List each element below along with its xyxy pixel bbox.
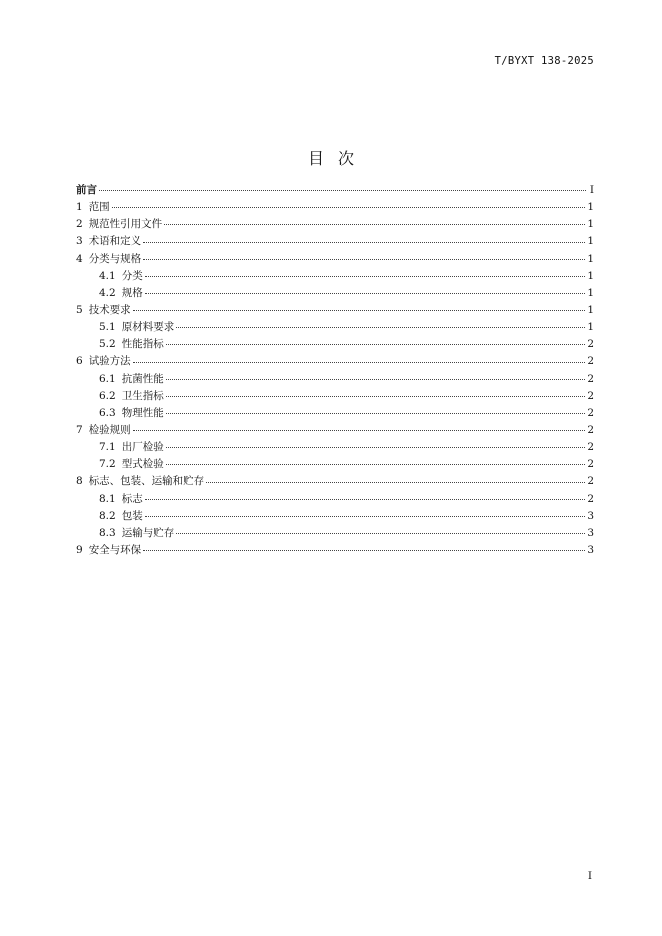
toc-entry-number: 2 bbox=[76, 218, 83, 231]
toc-entry[interactable] bbox=[76, 216, 594, 233]
toc-entry-number: 5.2 bbox=[99, 338, 116, 351]
toc-entry-page: 2 bbox=[587, 458, 594, 471]
toc-entry-number: 7 bbox=[76, 423, 83, 436]
toc-entry[interactable] bbox=[76, 336, 594, 353]
toc-dot-leader bbox=[99, 189, 586, 191]
toc-entry-page: 1 bbox=[587, 269, 594, 282]
toc-entry-page: 2 bbox=[587, 372, 594, 385]
toc-entry-number: 6.1 bbox=[99, 372, 116, 385]
toc-entry-page: 3 bbox=[587, 526, 594, 539]
toc-entry-text bbox=[76, 251, 141, 268]
toc-dot-leader bbox=[145, 498, 586, 500]
toc-entry[interactable] bbox=[76, 525, 594, 542]
toc-entry-number: 7.2 bbox=[99, 458, 116, 471]
toc-entry[interactable] bbox=[76, 542, 594, 559]
toc-dot-leader bbox=[176, 326, 585, 328]
toc-entry-text bbox=[76, 473, 204, 490]
toc-entry[interactable] bbox=[76, 508, 594, 525]
toc-dot-leader bbox=[112, 206, 586, 208]
toc-dot-leader bbox=[166, 343, 586, 345]
toc-entry-label: 范围 bbox=[88, 201, 110, 214]
toc-entry-label: 分类 bbox=[121, 269, 143, 282]
toc-entry-text bbox=[76, 422, 131, 439]
toc-entry-label: 标志 bbox=[121, 492, 143, 505]
toc-entry-label: 前言 bbox=[76, 184, 97, 196]
toc-entry-page: 2 bbox=[587, 338, 594, 351]
toc-entry-text bbox=[76, 353, 131, 370]
toc-entry-label: 安全与环保 bbox=[88, 543, 142, 556]
toc-dot-leader bbox=[145, 515, 586, 517]
toc-entry-page: 2 bbox=[587, 475, 594, 488]
toc-entry-number: 4.1 bbox=[99, 269, 116, 282]
toc-entry-number: 5 bbox=[76, 303, 83, 316]
toc-entry-page: 1 bbox=[587, 201, 594, 214]
toc-entry-page: 1 bbox=[587, 303, 594, 316]
toc-entry[interactable] bbox=[76, 353, 594, 370]
toc-dot-leader bbox=[133, 429, 586, 431]
toc-entry-text bbox=[99, 439, 164, 456]
toc-entry-text bbox=[99, 525, 174, 542]
toc-dot-leader bbox=[143, 241, 585, 243]
toc-dot-leader bbox=[133, 309, 586, 311]
toc-entry[interactable] bbox=[76, 422, 594, 439]
toc-entry-label: 型式检验 bbox=[121, 458, 164, 471]
toc-dot-leader bbox=[145, 275, 586, 277]
toc-entry-number: 6.3 bbox=[99, 406, 116, 419]
toc-entry-text bbox=[76, 199, 110, 216]
toc-entry-text bbox=[76, 302, 131, 319]
toc-entry-text bbox=[99, 508, 143, 525]
toc-entry-page: 1 bbox=[587, 252, 594, 265]
toc-entry-number: 6 bbox=[76, 355, 83, 368]
toc-entry[interactable] bbox=[76, 439, 594, 456]
toc-entry[interactable] bbox=[76, 473, 594, 490]
toc-entry-page: 1 bbox=[587, 286, 594, 299]
toc-entry[interactable] bbox=[76, 371, 594, 388]
toc-dot-leader bbox=[166, 463, 586, 465]
toc-entry[interactable] bbox=[76, 319, 594, 336]
toc-entry-label: 规范性引用文件 bbox=[88, 218, 163, 231]
toc-entry-label: 检验规则 bbox=[88, 423, 131, 436]
toc-dot-leader bbox=[166, 412, 586, 414]
page-number: I bbox=[587, 870, 592, 882]
toc-entry-label: 运输与贮存 bbox=[121, 526, 175, 539]
toc-entry-text bbox=[76, 233, 141, 250]
toc-entry-number: 9 bbox=[76, 543, 83, 556]
toc-dot-leader bbox=[166, 446, 586, 448]
document-code: T/BYXT 138-2025 bbox=[494, 55, 594, 67]
toc-entry-number: 8.2 bbox=[99, 509, 116, 522]
toc-entry-label: 标志、包装、运输和贮存 bbox=[88, 475, 205, 488]
toc-entry-label: 技术要求 bbox=[88, 303, 131, 316]
toc-entry-page: 2 bbox=[587, 389, 594, 402]
toc-dot-leader bbox=[166, 378, 586, 380]
toc-entry-text bbox=[76, 542, 141, 559]
toc-entry-page: 2 bbox=[587, 423, 594, 436]
toc-entry-page: I bbox=[589, 184, 594, 196]
toc-entry-text bbox=[99, 285, 143, 302]
toc-entry-label: 性能指标 bbox=[121, 338, 164, 351]
toc-entry[interactable] bbox=[76, 251, 594, 268]
toc-dot-leader bbox=[143, 549, 585, 551]
toc-entry-number: 4.2 bbox=[99, 286, 116, 299]
toc-entry-page: 2 bbox=[587, 355, 594, 368]
toc-entry-number: 1 bbox=[76, 201, 83, 214]
toc-entry-page: 1 bbox=[587, 321, 594, 334]
toc-entry-number: 8.3 bbox=[99, 526, 116, 539]
toc-dot-leader bbox=[145, 292, 586, 294]
toc-entry-label: 术语和定义 bbox=[88, 235, 142, 248]
toc-entry-label: 试验方法 bbox=[88, 355, 131, 368]
toc-entry[interactable] bbox=[76, 233, 594, 250]
toc-entry[interactable] bbox=[76, 285, 594, 302]
toc-entry[interactable] bbox=[76, 456, 594, 473]
toc-entry-number: 4 bbox=[76, 252, 83, 265]
toc-dot-leader bbox=[143, 258, 585, 260]
toc-entry-page: 2 bbox=[587, 492, 594, 505]
toc-entry[interactable] bbox=[76, 388, 594, 405]
toc-entry-text bbox=[99, 371, 164, 388]
toc-entry-page: 1 bbox=[587, 218, 594, 231]
toc-entry-text bbox=[99, 319, 174, 336]
toc-entry-page: 2 bbox=[587, 406, 594, 419]
toc-entry-label: 物理性能 bbox=[121, 406, 164, 419]
toc-entry-number: 3 bbox=[76, 235, 83, 248]
toc-entry[interactable] bbox=[76, 268, 594, 285]
toc-entry-label: 包装 bbox=[121, 509, 143, 522]
toc-entry-label: 抗菌性能 bbox=[121, 372, 164, 385]
table-of-contents bbox=[76, 182, 594, 559]
toc-entry-number: 6.2 bbox=[99, 389, 116, 402]
toc-entry-text bbox=[99, 405, 164, 422]
toc-entry-text bbox=[76, 182, 97, 199]
toc-title: 目次 bbox=[307, 149, 368, 168]
toc-entry-number: 8.1 bbox=[99, 492, 116, 505]
toc-dot-leader bbox=[206, 481, 585, 483]
toc-dot-leader bbox=[166, 395, 586, 397]
toc-entry[interactable] bbox=[76, 302, 594, 319]
toc-entry-label: 出厂检验 bbox=[121, 441, 164, 454]
toc-entry[interactable] bbox=[76, 491, 594, 508]
toc-entry-label: 原材料要求 bbox=[121, 321, 175, 334]
toc-entry-page: 1 bbox=[587, 235, 594, 248]
toc-entry-text bbox=[99, 388, 164, 405]
toc-entry-page: 3 bbox=[587, 509, 594, 522]
toc-entry-label: 卫生指标 bbox=[121, 389, 164, 402]
toc-entry-label: 分类与规格 bbox=[88, 252, 142, 265]
toc-entry-text bbox=[99, 268, 143, 285]
toc-dot-leader bbox=[164, 223, 585, 225]
toc-dot-leader bbox=[176, 532, 585, 534]
toc-entry-text bbox=[76, 216, 162, 233]
toc-entry-number: 7.1 bbox=[99, 441, 116, 454]
toc-entry-label: 规格 bbox=[121, 286, 143, 299]
toc-entry[interactable] bbox=[76, 405, 594, 422]
toc-entry-text bbox=[99, 456, 164, 473]
toc-entry-page: 3 bbox=[587, 543, 594, 556]
toc-entry-page: 2 bbox=[587, 441, 594, 454]
toc-entry-number: 8 bbox=[76, 475, 83, 488]
toc-entry[interactable] bbox=[76, 199, 594, 216]
toc-entry-number: 5.1 bbox=[99, 321, 116, 334]
toc-entry[interactable] bbox=[76, 182, 594, 199]
toc-dot-leader bbox=[133, 361, 586, 363]
toc-entry-text bbox=[99, 491, 143, 508]
toc-entry-text bbox=[99, 336, 164, 353]
